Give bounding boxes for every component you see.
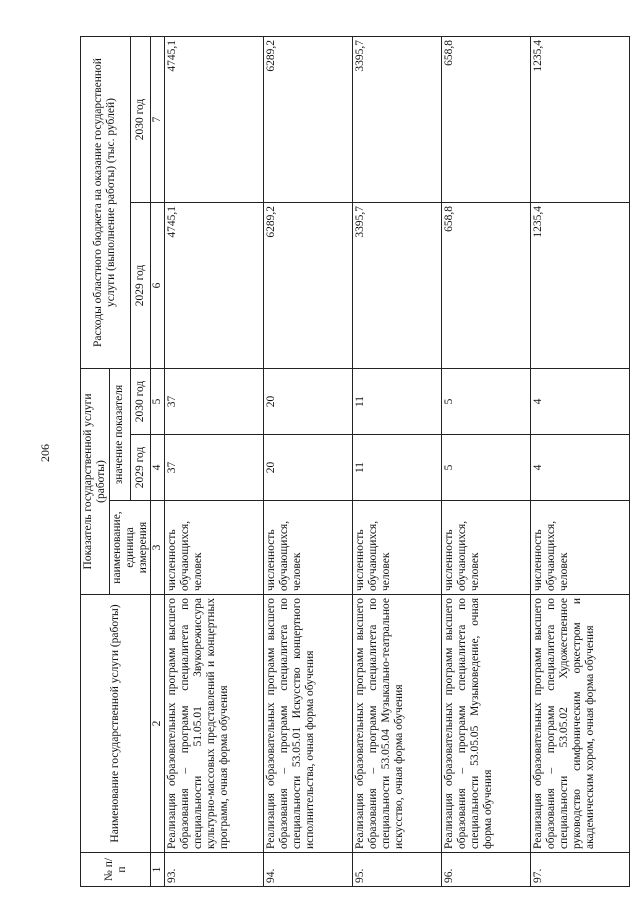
header-unit: наименование, единица измерения [109, 501, 151, 595]
value-2030: 20 [264, 369, 353, 435]
expense-2029: 6289,2 [264, 203, 353, 369]
expense-2030: 658,8 [442, 37, 531, 203]
rotated-table-container [80, 37, 596, 887]
services-table [80, 36, 630, 887]
value-2029: 4 [531, 435, 630, 501]
row-number: 96. [442, 853, 531, 887]
service-name: Реализация образовательных программ высшего образования – программ специалитета по специальности 53.05.01 Искусство концертного исполнительства, очная форма обучения [264, 595, 353, 853]
value-2029: 11 [353, 435, 442, 501]
service-name: Реализация образовательных программ высшего образования – программ специалитета по специальности 51.05.01 Звукорежиссура культурно-массовых представлений и концертных программ, очная форма обучения [165, 595, 264, 853]
value-2030: 5 [442, 369, 531, 435]
header-value-2030: 2030 год [130, 369, 151, 435]
header-expense-2030: 2030 год [130, 37, 151, 203]
indicator-unit: численность обучающихся, человек [264, 501, 353, 595]
table-row [165, 37, 264, 887]
expense-2029: 4745,1 [165, 203, 264, 369]
header-col-no: № п/п [81, 853, 151, 887]
table-row [264, 37, 353, 887]
table-row [353, 37, 442, 887]
row-number: 94. [264, 853, 353, 887]
header-expense-2029: 2029 год [130, 203, 151, 369]
col-number: 6 [151, 203, 165, 369]
row-number: 95. [353, 853, 442, 887]
table-row [442, 37, 531, 887]
expense-2029: 1235,4 [531, 203, 630, 369]
row-number: 97. [531, 853, 630, 887]
col-number: 3 [151, 501, 165, 595]
expense-2030: 4745,1 [165, 37, 264, 203]
header-col-name: Наименование государственной услуги (работы) [81, 595, 151, 853]
value-2029: 20 [264, 435, 353, 501]
service-name: Реализация образовательных программ высшего образования – программ специалитета по специальности 53.05.04 Музыкально-театральное искусство, очная форма обучения [353, 595, 442, 853]
value-2029: 5 [442, 435, 531, 501]
value-2030: 11 [353, 369, 442, 435]
row-number: 93. [165, 853, 264, 887]
indicator-unit: численность обучающихся, человек [353, 501, 442, 595]
col-number: 7 [151, 37, 165, 203]
indicator-unit: численность обучающихся, человек [165, 501, 264, 595]
value-2030: 4 [531, 369, 630, 435]
service-name: Реализация образовательных программ высшего образования – программ специалитета по специальности 53.05.02 Художественное руководство симфоническим оркестром и академическим хором, очная форма обучения [531, 595, 630, 853]
expense-2029: 658,8 [442, 203, 531, 369]
header-expense-group: Расходы областного бюджета на оказание государственной услуги (выполнение работы) (тыс. рублей) [81, 37, 131, 369]
expense-2029: 3395,7 [353, 203, 442, 369]
value-2029: 37 [165, 435, 264, 501]
col-number: 5 [151, 369, 165, 435]
table-header [81, 37, 165, 887]
col-number: 4 [151, 435, 165, 501]
indicator-unit: численность обучающихся, человек [531, 501, 630, 595]
expense-2030: 3395,7 [353, 37, 442, 203]
header-value-2029: 2029 год [130, 435, 151, 501]
header-indicator-group: Показатель государственной услуги (работы) [81, 369, 110, 595]
header-value: значение показателя [109, 369, 130, 501]
expense-2030: 1235,4 [531, 37, 630, 203]
expense-2030: 6289,2 [264, 37, 353, 203]
col-number: 1 [151, 853, 165, 887]
table-row [531, 37, 630, 887]
col-number: 2 [151, 595, 165, 853]
service-name: Реализация образовательных программ высшего образования – программ специалитета по специальности 53.05.05 Музыковедение, очная форма обучения [442, 595, 531, 853]
indicator-unit: численность обучающихся, человек [442, 501, 531, 595]
page-number: 206 [38, 444, 52, 462]
value-2030: 37 [165, 369, 264, 435]
